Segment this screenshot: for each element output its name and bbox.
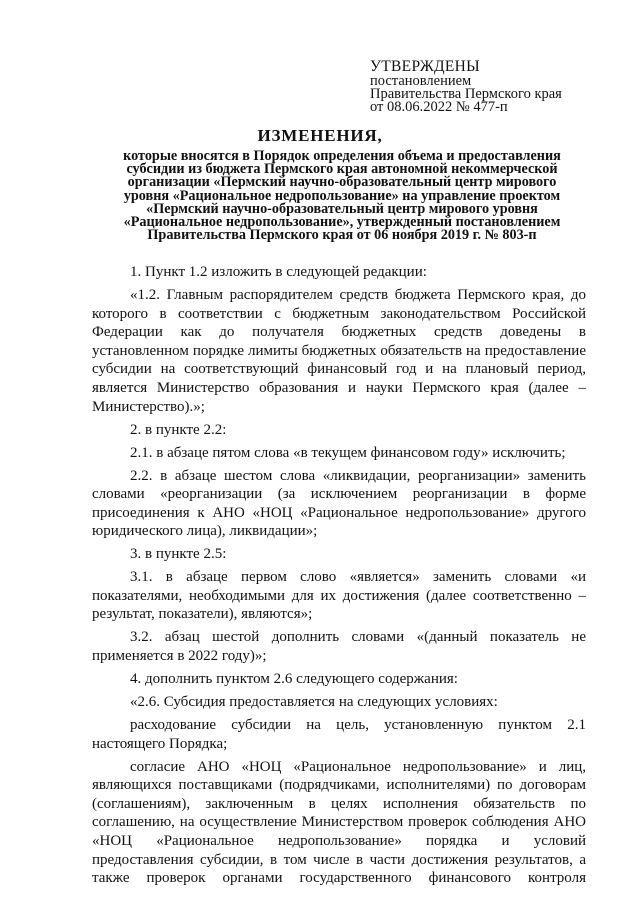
- subtitle-line: которые вносятся в Порядок определения объема и предоставления: [123, 148, 561, 164]
- paragraph: 3.1. в абзаце первом слово «является» заменить словами «и показателями, необходимыми для их достижения (далее соответственно – результат, показатели), являются»;: [92, 569, 586, 623]
- paragraph: 4. дополнить пунктом 2.6 следующего содержания:: [130, 671, 458, 687]
- approval-title: УТВЕРЖДЕНЫ: [370, 58, 480, 75]
- approval-line: Правительства Пермского края: [370, 86, 562, 102]
- subtitle-line: «Пермский научно-образовательный центр мирового уровня: [146, 200, 538, 217]
- subtitle-line: Правительства Пермского края от 06 ноября 2019 г. № 803-п: [147, 227, 537, 244]
- paragraph: 2. в пункте 2.2:: [130, 421, 227, 438]
- approval-stamp-block: [370, 58, 562, 114]
- paragraph: 3. в пункте 2.5:: [130, 546, 227, 563]
- paragraph: расходование субсидии на цель, установленную пунктом 2.1 настоящего Порядка;: [92, 716, 586, 752]
- document-body: [92, 263, 586, 892]
- document-title: ИЗМЕНЕНИЯ,: [257, 126, 383, 145]
- paragraph: 1. Пункт 1.2 изложить в следующей редакции:: [130, 264, 427, 280]
- paragraph: «2.6. Субсидия предоставляется на следующих условиях:: [130, 693, 498, 710]
- subtitle-line: субсидии из бюджета Пермского края автономной некоммерческой: [126, 161, 558, 178]
- paragraph: согласие АНО «НОЦ «Рациональное недропользование» и лиц, являющихся поставщиками (подрядчиками, исполнителями) по договорам (соглашениям), заключенным в целях исполнения обязательств по соглашению, на осуществление Министерством проверок соблюдения АНО «НОЦ «Рациональное недропользование» порядка и условий предоставления субсидии, в том числе в части достижения результатов, а также проверок органами государственного финансового контроля: [92, 758, 586, 887]
- paragraph: 3.2. абзац шестой дополнить словами «(данный показатель не применяется в 2022 году)»;: [92, 629, 586, 665]
- paragraph: 2.2. в абзаце шестом слова «ликвидации, реорганизации» заменить словами «реорганизации (за исключением реорганизации в форме присоединения к АНО «НОЦ «Рациональное недропользование» другого юридического лица), ликвидации»;: [92, 467, 586, 540]
- subtitle-line: уровня «Рациональное недропользование» на управление проектом: [123, 187, 561, 204]
- paragraph: «1.2. Главным распорядителем средств бюджета Пермского края, до которого в соответствии с бюджетным законодательством Российской Федерации как до получателя бюджетных средств доведены в установленном порядке лимиты бюджетных обязательств на предоставление субсидии на соответствующий финансовый год и на плановый период, является Министерство образования и науки Пермского края (далее – Министерство).»;: [92, 286, 586, 415]
- document-subtitle: [92, 150, 592, 242]
- subtitle-line: «Рациональное недропользование», утвержденный постановлением: [123, 214, 561, 231]
- paragraph: 2.1. в абзаце пятом слова «в текущем финансовом году» исключить;: [130, 444, 566, 461]
- approval-line: от 08.06.2022 № 477-п: [370, 99, 508, 115]
- subtitle-line: организации «Пермский научно-образовательный центр мирового: [127, 174, 557, 191]
- approval-line: постановлением: [370, 73, 472, 89]
